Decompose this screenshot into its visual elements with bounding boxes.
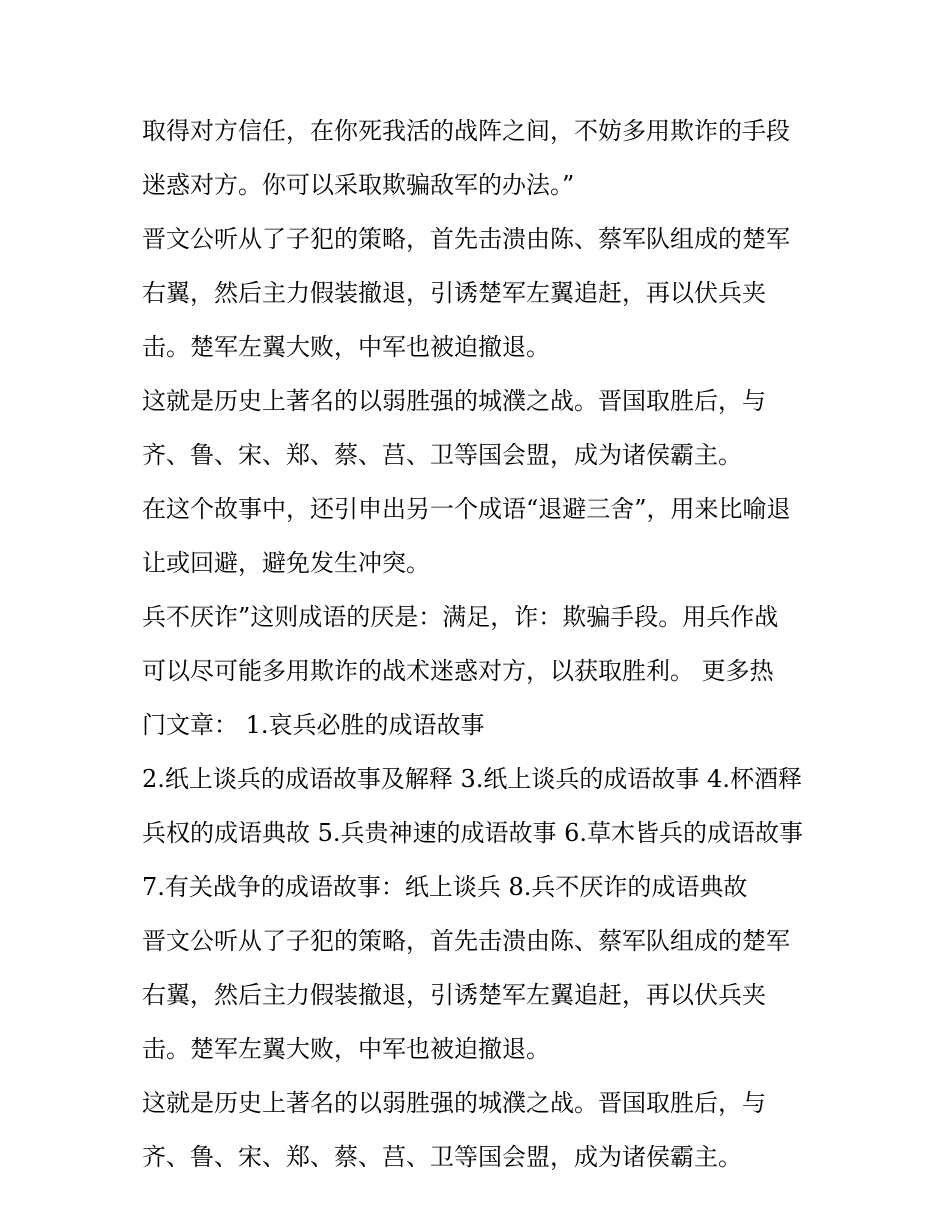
text-line: 取得对方信任，在你死我活的战阵之间，不妨多用欺诈的手段 bbox=[142, 117, 790, 145]
text-line: 7.有关战争的成语故事：纸上谈兵 8.兵不厌诈的成语典故 bbox=[142, 873, 748, 901]
body-text bbox=[142, 104, 822, 1184]
text-line: 门文章： 1.哀兵必胜的成语故事 bbox=[142, 711, 485, 739]
text-line: 击。楚军左翼大败，中军也被迫撤退。 bbox=[142, 1035, 550, 1063]
text-line: 兵不厌诈”这则成语的厌是：满足，诈：欺骗手段。用兵作战 bbox=[142, 603, 779, 631]
text-line: 击。楚军左翼大败，中军也被迫撤退。 bbox=[142, 333, 550, 361]
text-line: 迷惑对方。你可以采取欺骗敌军的办法。” bbox=[142, 171, 575, 199]
text-line: 齐、鲁、宋、郑、蔡、莒、卫等国会盟，成为诸侯霸主。 bbox=[142, 441, 742, 469]
text-line: 晋文公听从了子犯的策略，首先击溃由陈、蔡军队组成的楚军 bbox=[142, 225, 790, 253]
text-line: 2.纸上谈兵的成语故事及解释 3.纸上谈兵的成语故事 4.杯酒释 bbox=[142, 765, 802, 793]
text-line: 这就是历史上著名的以弱胜强的城濮之战。晋国取胜后，与 bbox=[142, 1089, 766, 1117]
text-line: 可以尽可能多用欺诈的战术迷惑对方，以获取胜利。 更多热 bbox=[142, 657, 774, 685]
text-line: 兵权的成语典故 5.兵贵神速的成语故事 6.草木皆兵的成语故事 bbox=[142, 819, 804, 847]
text-line: 右翼，然后主力假装撤退，引诱楚军左翼追赶，再以伏兵夹 bbox=[142, 279, 766, 307]
text-line: 晋文公听从了子犯的策略，首先击溃由陈、蔡军队组成的楚军 bbox=[142, 927, 790, 955]
text-line: 这就是历史上著名的以弱胜强的城濮之战。晋国取胜后，与 bbox=[142, 387, 766, 415]
text-line: 在这个故事中，还引申出另一个成语“退避三舍”，用来比喻退 bbox=[142, 495, 791, 523]
text-line: 齐、鲁、宋、郑、蔡、莒、卫等国会盟，成为诸侯霸主。 bbox=[142, 1143, 742, 1171]
text-line: 右翼，然后主力假装撤退，引诱楚军左翼追赶，再以伏兵夹 bbox=[142, 981, 766, 1009]
text-line: 让或回避，避免发生冲突。 bbox=[142, 549, 430, 577]
